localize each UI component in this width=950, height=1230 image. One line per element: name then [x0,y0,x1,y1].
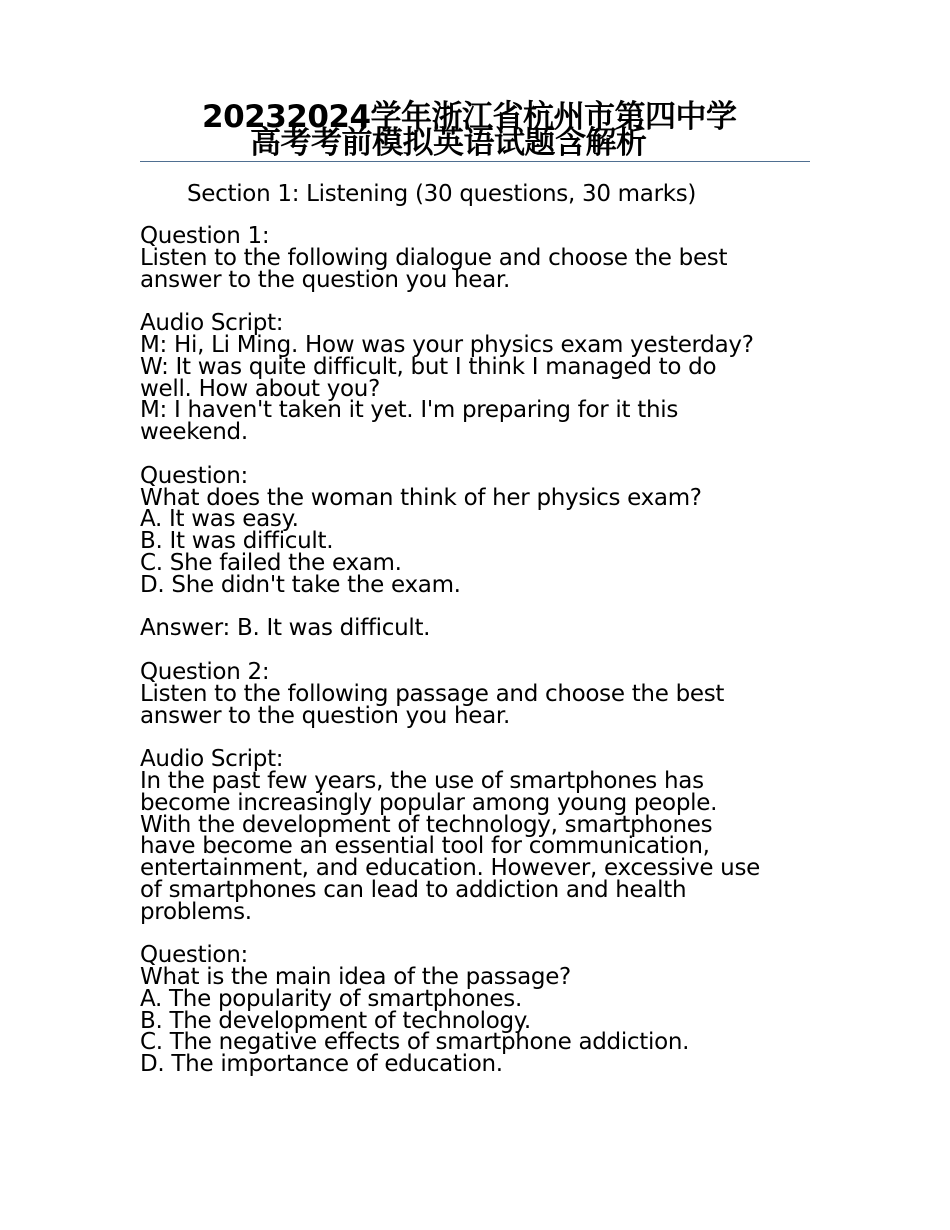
script-line: entertainment, and education. However, excessive use [140,855,760,882]
option-a: A. The popularity of smartphones. [140,985,522,1012]
script-line: have become an essential tool for communication, [140,833,710,860]
option-c: C. She failed the exam. [140,549,402,576]
script-line: become increasingly popular among young people. [140,789,718,816]
option-b: B. It was difficult. [140,528,334,555]
section-heading: Section 1: Listening (30 questions, 30 marks) [187,181,697,207]
question-block-2 [140,658,820,1078]
script-line: problems. [140,898,252,925]
script-line: M: Hi, Li Ming. How was your physics exam yesterday? [140,331,754,358]
question-block-1 [140,223,820,642]
instruction-line: Listen to the following dialogue and choose the best [140,244,728,271]
question-label: Question 2: [140,658,270,685]
title-line-2: 高考考前模拟英语试题含解析 [250,125,647,161]
option-d: D. She didn't take the exam. [140,571,461,598]
question-text: What is the main idea of the passage? [140,964,571,991]
script-line: With the development of technology, smartphones [140,811,713,838]
script-line: M: I haven't taken it yet. I'm preparing for it this [140,397,679,424]
answer-text: Answer: B. It was difficult. [140,615,431,642]
option-a: A. It was easy. [140,506,299,533]
instruction-line: answer to the question you hear. [140,702,510,729]
script-line: W: It was quite difficult, but I think I managed to do [140,353,717,380]
instruction-line: Listen to the following passage and choose the best [140,680,725,707]
question-text: What does the woman think of her physics exam? [140,484,702,511]
option-c: C. The negative effects of smartphone addiction. [140,1029,690,1056]
audio-script-label: Audio Script: [140,746,284,773]
audio-script-label: Audio Script: [140,310,284,337]
question-prompt-label: Question: [140,462,248,489]
script-line: well. How about you? [140,375,380,402]
title-line-1: 20232024学年浙江省杭州市第四中学 [202,99,737,135]
question-label: Question 1: [140,223,270,249]
option-d: D. The importance of education. [140,1051,503,1078]
document-title [140,99,810,161]
script-line: In the past few years, the use of smartphones has [140,767,704,794]
script-line: of smartphones can lead to addiction and health [140,876,687,903]
question-prompt-label: Question: [140,942,248,969]
instruction-line: answer to the question you hear. [140,266,510,293]
script-line: weekend. [140,419,248,446]
title-underline [140,161,810,162]
option-b: B. The development of technology. [140,1007,531,1034]
document-body [140,223,820,1078]
